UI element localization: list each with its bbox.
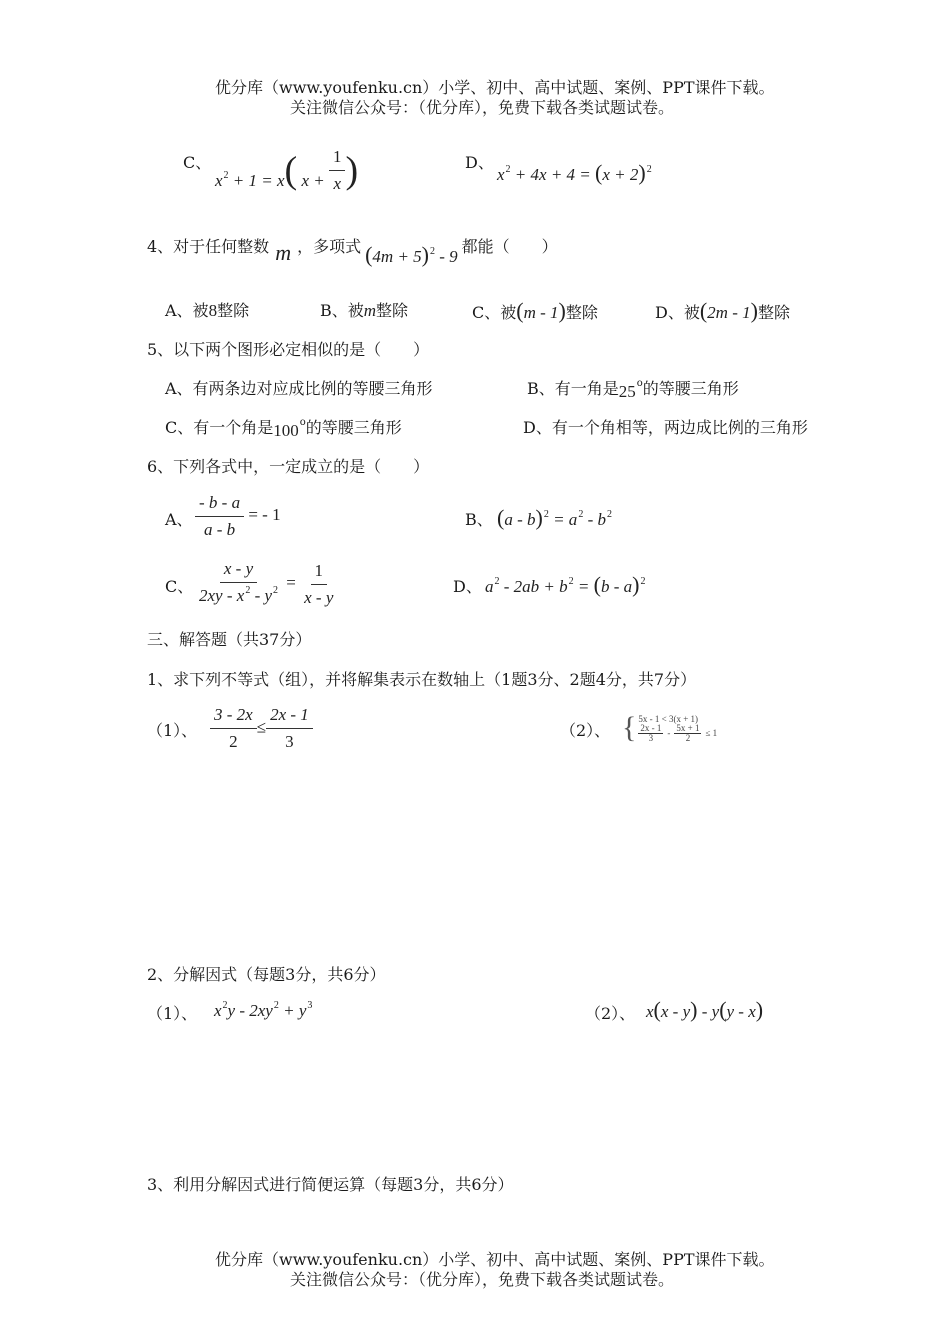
q4-option-b-var: m xyxy=(363,301,377,320)
q6-stem: 6、下列各式中，一定成立的是（ ） xyxy=(147,457,430,476)
q6-option-b-formula: $(a - b)^2 = a^2 - b^2$ xyxy=(497,505,612,530)
problem-1-sub1-label: （1）、 xyxy=(147,721,198,740)
page-footer-line1: 优分库（www.youfenku.cn）小学、初中、高中试题、案例、PPT课件下载。 xyxy=(215,1250,775,1269)
problem-3-stem: 3、利用分解因式进行简便运算（每题3分，共6分） xyxy=(147,1175,514,1194)
problem-2-sub2-formula: x(x - y) - y(y - x) xyxy=(646,997,764,1022)
q4-option-d xyxy=(655,298,790,324)
problem-2-sub1-label: （1）、 xyxy=(147,1004,198,1023)
section-3-title: 三、解答题（共37分） xyxy=(147,630,312,649)
q4-option-a-pre: A、被 xyxy=(165,301,209,320)
q6-option-c xyxy=(165,574,193,597)
q5-option-c-post: 的等腰三角形 xyxy=(305,418,402,437)
page-header-line2: 关注微信公众号：（优分库），免费下载各类试题试卷。 xyxy=(290,98,675,117)
q3-option-c-formula: $x^2 + 1 = x$( x + $\frac{1}{x}$ ) xyxy=(215,147,359,193)
q4-option-c-expr: (m - 1) xyxy=(516,298,566,323)
q5-stem: 5、以下两个图形必定相似的是（ ） xyxy=(147,340,430,359)
q5-option-c-pre: C、有一个角是 xyxy=(165,418,274,437)
q3-option-d-formula: $x^2 + 4x + 4 = (x + 2)^2$ xyxy=(497,160,652,185)
problem-1-sub2-label: （2）、 xyxy=(560,721,611,740)
q5-option-c-degree: o xyxy=(299,417,306,428)
q6-option-a xyxy=(165,507,193,530)
q4-option-b-post: 整除 xyxy=(376,301,409,320)
problem-1-sub1-formula: $\frac{3 - 2x}{2}$ ≤ $\frac{2x - 1}{3}$ xyxy=(210,704,313,753)
q4-option-d-pre: D、被 xyxy=(655,303,700,322)
q4-option-c xyxy=(472,298,598,324)
q6-option-b-label: B、 xyxy=(465,510,493,529)
problem-1-stem: 1、求下列不等式（组），并将解集表示在数轴上（1题3分、2题4分，共7分） xyxy=(147,670,697,689)
q4-option-d-expr: (2m - 1) xyxy=(699,298,758,323)
q6-option-a-label: A、 xyxy=(165,510,193,529)
q5-option-b-post: 的等腰三角形 xyxy=(642,379,739,398)
q5-option-c-angle: 100 xyxy=(273,421,299,440)
problem-2-sub1-formula: $x^2y - 2xy^2 + y^3$ xyxy=(214,1000,313,1020)
q6-option-b xyxy=(465,507,493,530)
q5-option-c xyxy=(165,415,402,438)
q4-option-b xyxy=(320,298,408,321)
q6-option-d xyxy=(453,574,482,597)
problem-2-sub2-label: （2）、 xyxy=(585,1004,636,1023)
q5-option-b-pre: B、有一角是 xyxy=(527,379,619,398)
q3-option-c xyxy=(183,150,211,173)
q4-option-b-pre: B、被 xyxy=(320,301,364,320)
problem-2-stem: 2、分解因式（每题3分，共6分） xyxy=(147,965,386,984)
q5-option-b-angle: 25 xyxy=(618,382,636,401)
q4-polynomial: $(4m + 5)^2 - 9$ xyxy=(365,242,458,267)
q4-stem-b: ，多项式 xyxy=(297,237,362,256)
q4-var-m: m xyxy=(275,240,292,265)
q5-option-a: A、有两条边对应成比例的等腰三角形 xyxy=(165,379,433,398)
q3-option-d xyxy=(465,150,494,173)
q4-option-d-post: 整除 xyxy=(757,303,790,322)
q5-option-b xyxy=(527,376,739,399)
q4-option-c-pre: C、被 xyxy=(472,303,517,322)
q6-option-c-label: C、 xyxy=(165,577,194,596)
q4-option-a-num: 8 xyxy=(208,301,218,320)
page-header-line1: 优分库（www.youfenku.cn）小学、初中、高中试题、案例、PPT课件下载。 xyxy=(215,78,775,97)
q4-option-a-post: 整除 xyxy=(217,301,250,320)
q4-option-a xyxy=(165,298,249,321)
q6-option-c-formula: $\frac{x - y}{2xy - x^2 - y^2}$ = $\frac{1}{x - y}$ xyxy=(199,559,334,607)
q4-stem-c: 都能（ ） xyxy=(461,237,558,256)
q3-option-d-label: D、 xyxy=(465,153,494,172)
q6-option-d-label: D、 xyxy=(453,577,482,596)
q5-option-d: D、有一个角相等，两边成比例的三角形 xyxy=(523,418,808,437)
problem-1-sub2-system: { 5x - 1 < 3(x + 1) $\frac{2x - 1}{3}$ - $\frac{5x + 1}{2}$ ≤ 1 xyxy=(622,711,718,744)
page-footer-line2: 关注微信公众号：（优分库），免费下载各类试题试卷。 xyxy=(290,1270,675,1289)
q4-option-c-post: 整除 xyxy=(565,303,598,322)
q4-stem xyxy=(147,232,558,267)
q3-option-c-label: C、 xyxy=(183,153,212,172)
q5-option-b-degree: o xyxy=(636,378,643,389)
q6-option-d-formula: $a^2 - 2ab + b^2 = (b - a)^2$ xyxy=(485,572,646,597)
q6-option-a-formula: $\frac{- b - a}{a - b}$ = - 1 xyxy=(195,492,281,541)
q4-stem-a: 4、对于任何整数 xyxy=(147,237,270,256)
